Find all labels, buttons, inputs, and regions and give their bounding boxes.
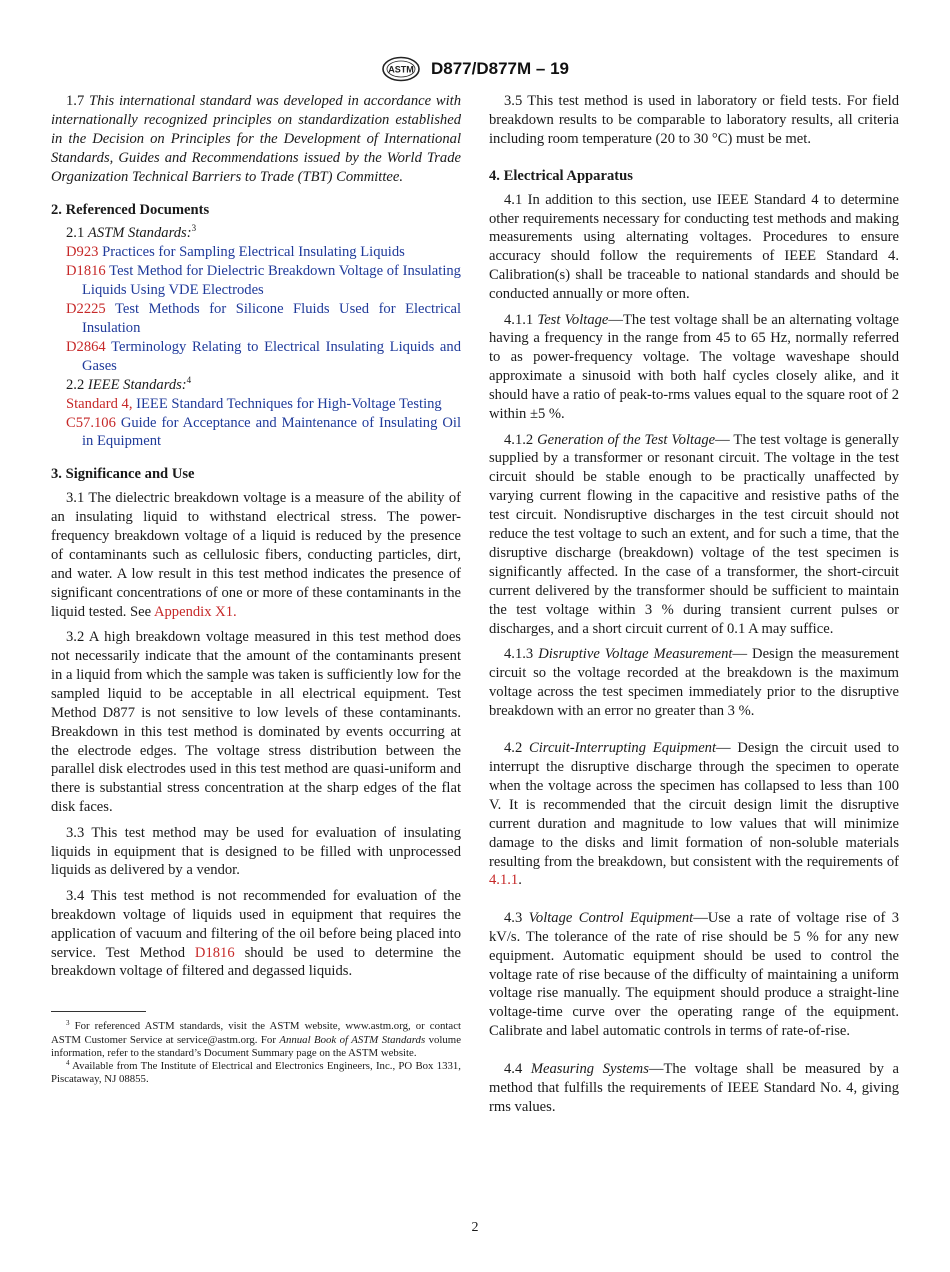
paragraph-4-1: 4.1 In addition to this section, use IEEE Standard 4 to determine other requirements necessary for conducting test methods and making measurements using alternating voltages. Procedures to ensure accuracy should follow the requirements of IEEE Standard 4. Calibration(s) shall be traceable to national standards and should be conducted annually or more often.	[489, 191, 899, 303]
section-4-heading: 4. Electrical Apparatus	[489, 167, 633, 184]
reference-ieee-standard-4[interactable]: Standard 4, IEEE Standard Techniques for High-Voltage Testing	[66, 395, 442, 412]
reference-d2864[interactable]: D2864 Terminology Relating to Electrical Insulating Liquids and Gases	[66, 338, 461, 374]
section-4-1-1-link[interactable]: 4.1.1	[489, 872, 519, 889]
reference-c57-106[interactable]: C57.106 Guide for Acceptance and Maintenance of Insulating Oil in Equipment	[66, 414, 461, 450]
section-2-heading: 2. Referenced Documents	[51, 201, 210, 218]
paragraph-4-1-3: 4.1.3 Disruptive Voltage Measurement— Design the measurement circuit so the voltage recorded at the breakdown is the maximum voltage across the test specimen immediately prior to the disruptive breakdown with an error no greater than 3 %.	[489, 645, 899, 719]
document-designation: D877/D877M – 19	[431, 59, 569, 78]
paragraph-4-4: 4.4 Measuring Systems—The voltage shall be measured by a method that fulfills the requirements of IEEE Standard No. 4, giving rms values.	[489, 1060, 899, 1115]
page-number: 2	[471, 1220, 479, 1235]
page-header	[0, 56, 950, 82]
appendix-x1-link[interactable]: Appendix X1.	[153, 603, 237, 620]
ieee-standards-label: 2.2 IEEE Standards:$^4$	[66, 374, 192, 393]
footnote-3: $^3$ For referenced ASTM standards, visit the ASTM website, www.astm.org, or contact ASTM Customer Service at service@astm.org. For Annual Book of ASTM Standards volume information, refer to the standard’s Document Summary page on the ASTM website.	[51, 1019, 461, 1059]
paragraph-4-2: 4.2 Circuit-Interrupting Equipment— Design the circuit used to interrupt the disruptive discharge through the specimen to operate when the voltage across the specimen has collapsed to less than 100 V. It is recommended that the circuit design limit the disruptive current duration and magnitude to low values that will minimize damage to the disks and limit formation of non-soluble materials resulting from the breakdown, but consistent with the requirements of 4.1.1.	[489, 740, 899, 889]
paragraph-4-1-1: 4.1.1 Test Voltage—The test voltage shall be an alternating voltage having a frequency in the range from 45 to 65 Hz, normally referred to as power-frequency voltage. The voltage waveshape should approximate a sinusoid with both half cycles closely alike, and it should have a ratio of peak-to-rms values equal to the square root of 2 within ±5 %.	[489, 311, 899, 423]
paragraph-3-1: 3.1 The dielectric breakdown voltage is a measure of the ability of an insulating liquid to withstand electrical stress. The power-frequency breakdown voltage of a liquid is reduced by the presence of contaminants such as cellulosic fibers, conducting particles, dirt, and water. A low result in this test method indicates the presence of significant concentrations of one or more of these contaminants in the liquid tested. See Appendix X1.	[51, 490, 461, 620]
paragraph-3-3: 3.3 This test method may be used for evaluation of insulating liquids in equipment that is designed to be filled with unprocessed liquids as delivered by a vendor.	[51, 824, 461, 879]
paragraph-3-2: 3.2 A high breakdown voltage measured in this test method does not necessarily indicate that the amount of the contaminants present in a liquid from which the sample was taken is sufficiently low for the sampled liquid to be acceptable in all electrical equipment. Test Method D877 is not sensitive to low levels of these contaminants. Breakdown in this test method is dominated by events occurring at the electrode edges. The voltage stress distribution between the parallel disk electrodes used in this test method are quasi-uniform and there is substantial stress concentration at the sharp edges of the flat disk faces.	[51, 629, 461, 816]
svg-text:ASTM: ASTM	[388, 64, 414, 75]
paragraph-4-1-2: 4.1.2 Generation of the Test Voltage— The test voltage is generally supplied by a transformer or resonant circuit. The voltage in the test circuit should be stable enough to be practically unaffected by varying current flowing in the capacitive and resistive paths of the test circuit. Nondisruptive discharges in the test circuit should not reduce the test voltage to such an extent, and for such a time, that the disruptive discharge (breakdown) voltage of the test specimen is significantly affected. In the case of a transformer, the short-circuit current delivered by the transformer should be sufficient to maintain the test voltage within 3 % during transient current pulses or discharges, and a short circuit current of 0.1 A may suffice.	[489, 431, 899, 637]
astm-logo-icon	[381, 56, 421, 82]
paragraph-3-4: 3.4 This test method is not recommended for evaluation of the breakdown voltage of liquids used in equipment that requires the application of vacuum and filtering of the oil before being placed into service. Test Method D1816 should be used to determine the breakdown voltage of filtered and degassed liquids.	[51, 887, 462, 980]
reference-d923[interactable]: D923 Practices for Sampling Electrical Insulating Liquids	[66, 244, 405, 261]
right-column	[489, 92, 899, 1123]
paragraph-3-5: 3.5 This test method is used in laboratory or field tests. For field breakdown results to be comparable to laboratory results, all criteria including room temperature (20 to 30 °C) must be met.	[489, 93, 899, 147]
footnote-divider	[51, 1011, 146, 1012]
paragraph-1-7: 1.7 This international standard was developed in accordance with internationally recognized principles on standardization established in the Decision on Principles for the Development of International Standards, Guides and Recommendations issued by the World Trade Organization Technical Barriers to Trade (TBT) Committee.	[51, 93, 462, 185]
left-column	[51, 92, 461, 1086]
reference-d1816[interactable]: D1816 Test Method for Dielectric Breakdown Voltage of Insulating Liquids Using VDE Electrodes	[66, 263, 461, 299]
footnote-4: $^4$ Available from The Institute of Electrical and Electronics Engineers, Inc., PO Box 1331, Piscataway, NJ 08855.	[51, 1058, 461, 1086]
astm-standards-label: 2.1 ASTM Standards:$^3$	[66, 223, 197, 242]
paragraph-4-3: 4.3 Voltage Control Equipment—Use a rate of voltage rise of 3 kV/s. The tolerance of the rate of rise should be 5 % for any new equipment. Automatic equipment should be used to control the voltage rate of rise because of the difficulty of maintaining a uniform voltage rise manually. The equipment should produce a straight-line voltage-time curve over the operating range of the equipment. Calibrate and label automatic controls in terms of rate-of-rise.	[489, 909, 899, 1040]
reference-d2225[interactable]: D2225 Test Methods for Silicone Fluids Used for Electrical Insulation	[66, 301, 461, 336]
d1816-link[interactable]: D1816	[194, 944, 235, 961]
section-3-heading: 3. Significance and Use	[51, 466, 195, 483]
